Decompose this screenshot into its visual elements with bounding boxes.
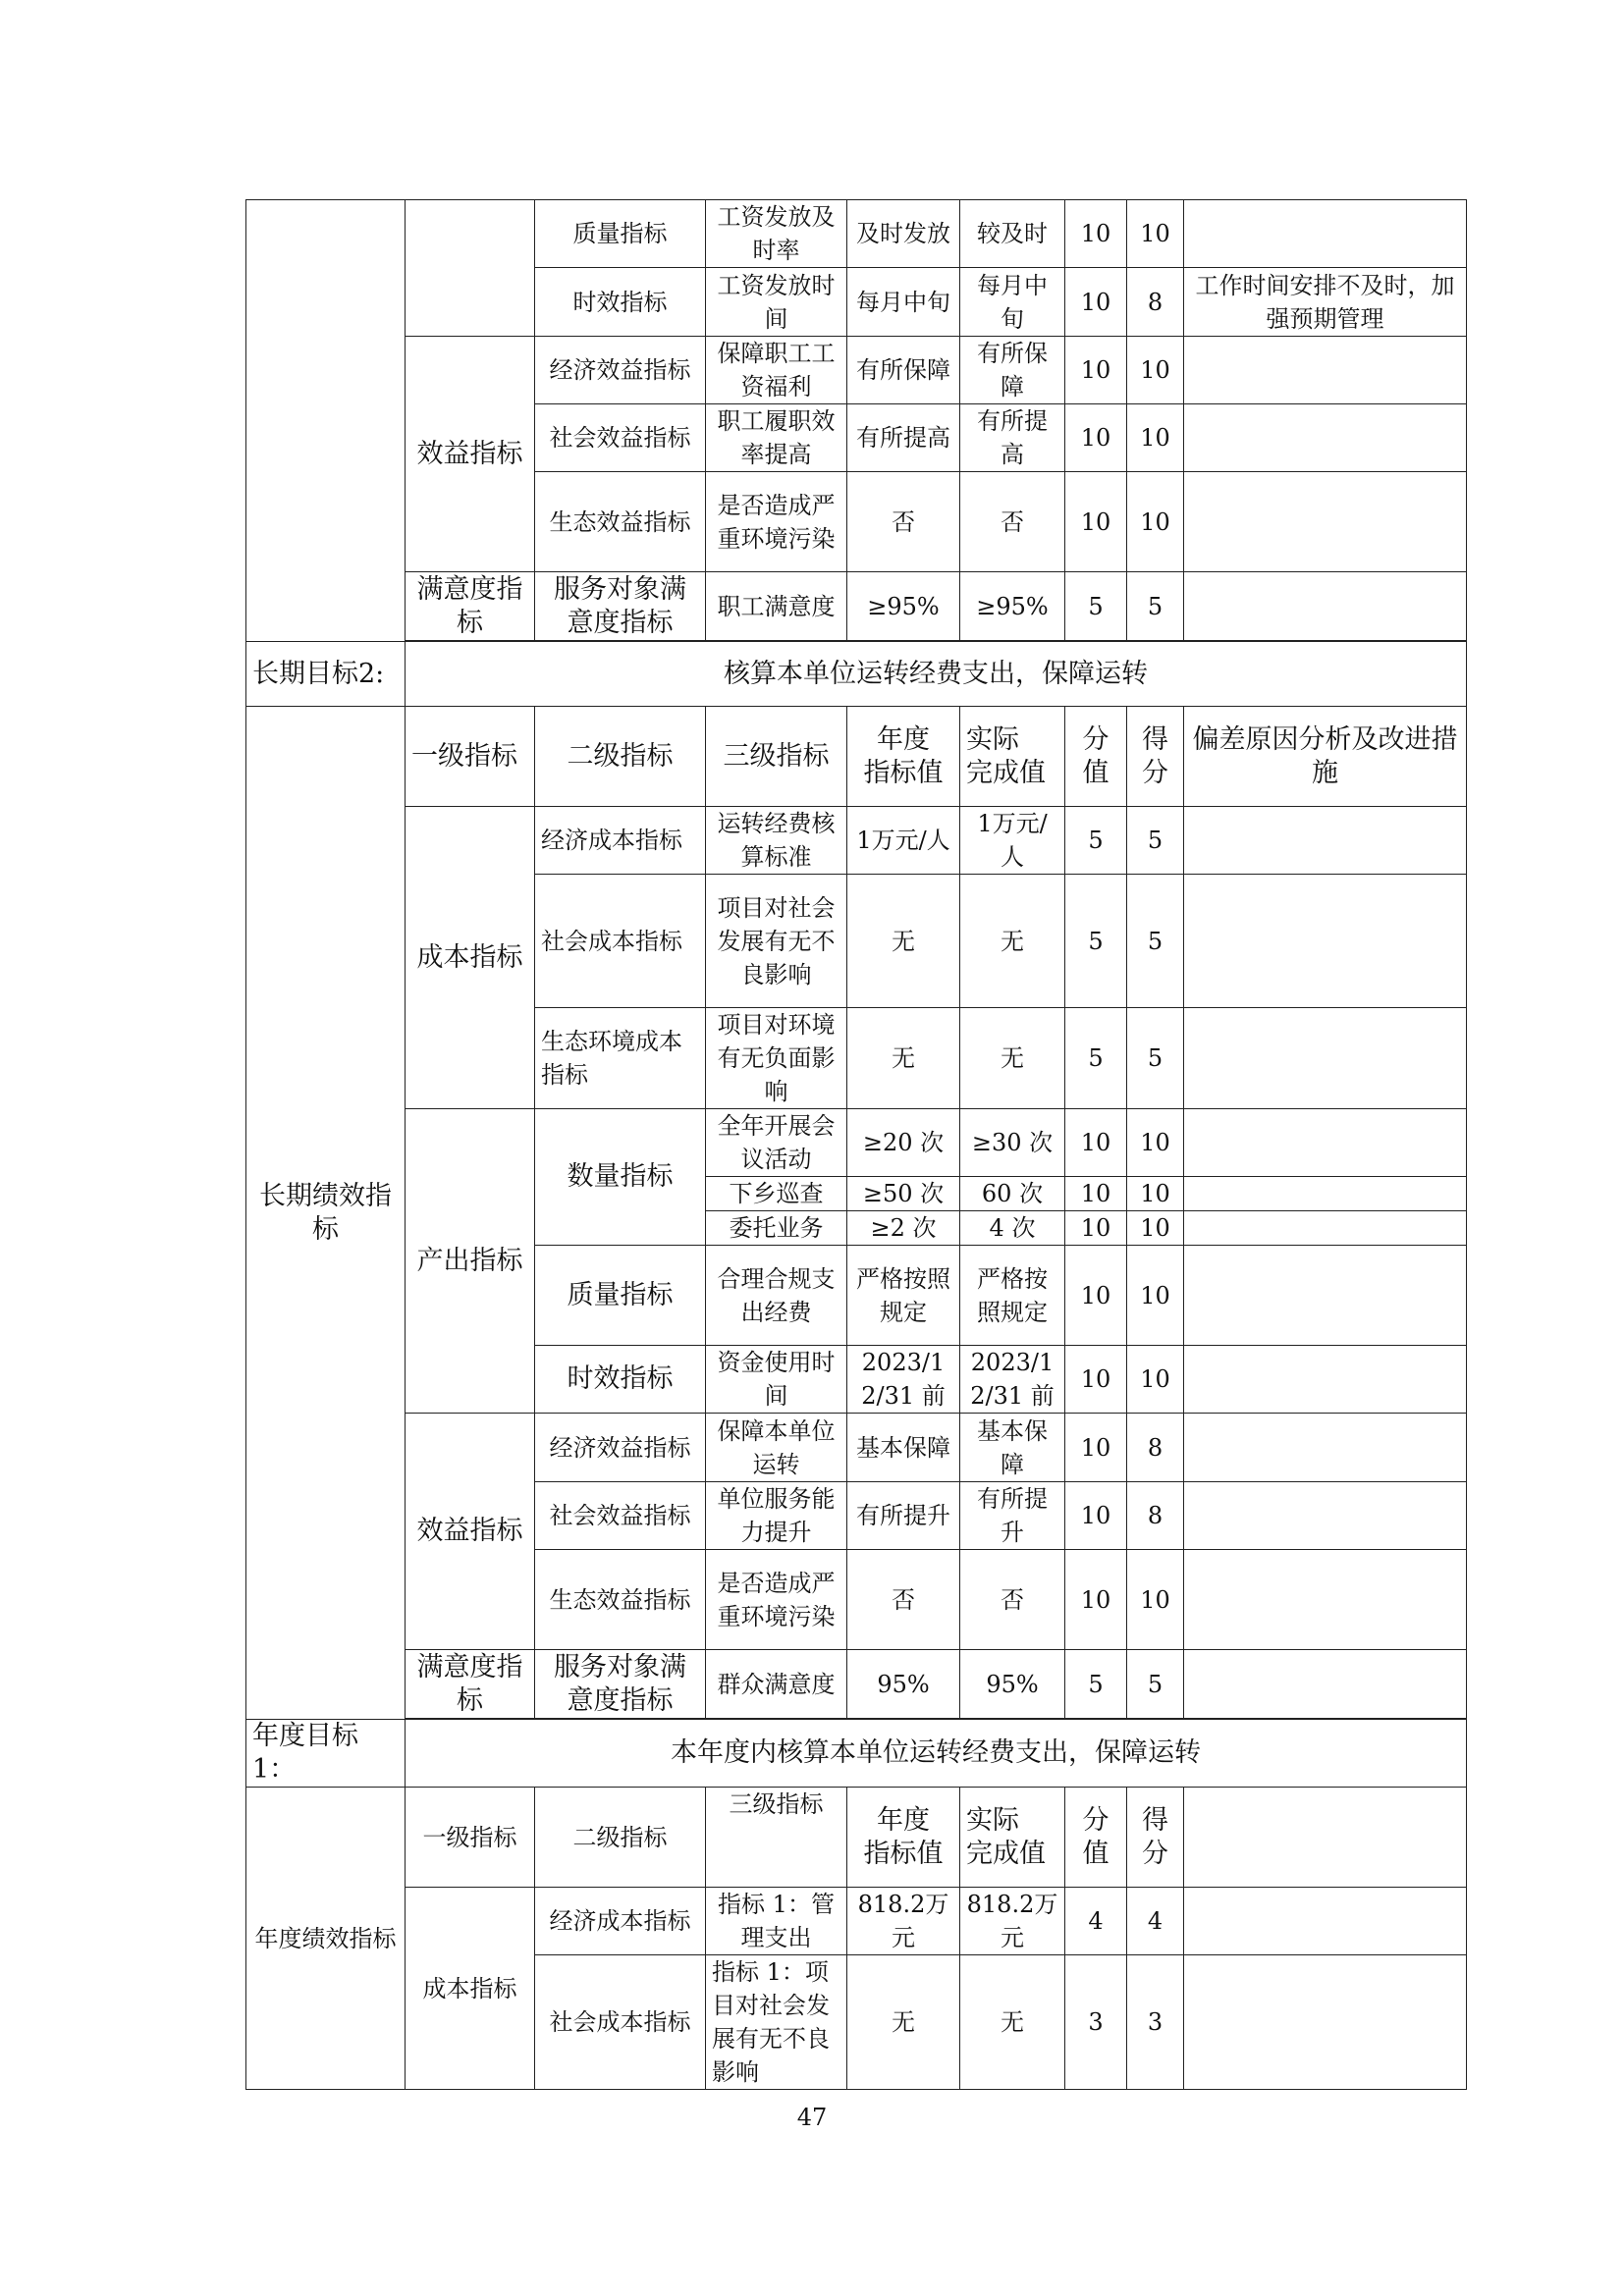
cell-got: 5 [1127, 1650, 1184, 1719]
cell-remark [1184, 875, 1467, 1008]
cell-score: 10 [1065, 1482, 1127, 1550]
cell-l4: 项目对环境有无负面影响 [706, 1008, 847, 1109]
cell-target: 否 [847, 1550, 960, 1650]
cost-label: 成本指标 [406, 1888, 535, 2090]
cell-target: 2023/12/31 前 [847, 1346, 960, 1414]
cost-label: 成本指标 [406, 807, 535, 1109]
cell-target: ≥2 次 [847, 1211, 960, 1246]
cell-target: 有所提高 [847, 404, 960, 472]
cell-l3: 服务对象满意度指标 [535, 1650, 706, 1719]
cell-got: 8 [1127, 268, 1184, 337]
cell-actual: 有所提高 [960, 404, 1065, 472]
header-l3: 三级指标 [706, 1788, 847, 1888]
cell-score: 10 [1065, 268, 1127, 337]
cell-target: 95% [847, 1650, 960, 1719]
cell-remark [1184, 807, 1467, 875]
cell-score: 10 [1065, 1246, 1127, 1346]
header-l2: 二级指标 [535, 1788, 706, 1888]
cell-target: 有所保障 [847, 337, 960, 404]
header-actual-top: 实际 [966, 1804, 1019, 1836]
cell-remark [1184, 1788, 1467, 1888]
cell-score: 4 [1065, 1888, 1127, 1955]
cell-actual: 4 次 [960, 1211, 1065, 1246]
goal2-text: 核算本单位运转经费支出，保障运转 [406, 642, 1467, 707]
cell-actual: 60 次 [960, 1177, 1065, 1211]
cell-l4: 群众满意度 [706, 1650, 847, 1719]
cell-score: 5 [1065, 875, 1127, 1008]
cell-l4: 职工履职效率提高 [706, 404, 847, 472]
cell-score: 10 [1065, 472, 1127, 572]
header-l1: 一级指标 [406, 1788, 535, 1888]
cell-score: 10 [1065, 337, 1127, 404]
section2-label: 长期绩效指标 [246, 707, 406, 1720]
cell-remark [1184, 1482, 1467, 1550]
cell-got: 10 [1127, 1109, 1184, 1177]
header-got: 得分 [1127, 707, 1184, 807]
benefit-label: 效益指标 [406, 1414, 535, 1650]
cell-remark [1184, 1955, 1467, 2090]
cell-l4: 职工满意度 [706, 572, 847, 641]
cell-l3: 社会成本指标 [535, 1955, 706, 2090]
benefit-label: 效益指标 [406, 337, 535, 572]
cell-actual: 基本保障 [960, 1414, 1065, 1482]
cell-l4: 单位服务能力提升 [706, 1482, 847, 1550]
header-l2: 二级指标 [535, 707, 706, 807]
cell-got: 3 [1127, 1955, 1184, 2090]
cell-score: 10 [1065, 1346, 1127, 1414]
cell-l4: 指标 1：项目对社会发展有无不良影响 [706, 1955, 847, 2090]
cell-l3: 社会效益指标 [535, 404, 706, 472]
cell-l3: 经济成本指标 [535, 807, 706, 875]
cell-l4: 运转经费核算标准 [706, 807, 847, 875]
cell-l4: 合理合规支出经费 [706, 1246, 847, 1346]
cell-remark [1184, 1246, 1467, 1346]
section1-output-cell [406, 200, 535, 337]
header-remark: 偏差原因分析及改进措施 [1184, 707, 1467, 807]
performance-table [245, 199, 1467, 2090]
cell-got: 10 [1127, 1346, 1184, 1414]
cell-actual: 818.2万元 [960, 1888, 1065, 1955]
page-number: 47 [796, 2104, 828, 2131]
cell-target: 每月中旬 [847, 268, 960, 337]
cell-actual: 无 [960, 1955, 1065, 2090]
header-l1: 一级指标 [406, 707, 535, 807]
cell-actual: 每月中旬 [960, 268, 1065, 337]
cell-l4: 下乡巡查 [706, 1177, 847, 1211]
cell-actual: 否 [960, 1550, 1065, 1650]
cell-score: 5 [1065, 1008, 1127, 1109]
cell-l4: 委托业务 [706, 1211, 847, 1246]
cell-l4: 是否造成严重环境污染 [706, 472, 847, 572]
cell-l3: 生态环境成本指标 [535, 1008, 706, 1109]
cell-l4: 指标 1：管理支出 [706, 1888, 847, 1955]
cell-target: 1万元/人 [847, 807, 960, 875]
cell-actual: 有所提升 [960, 1482, 1065, 1550]
goal-year-text: 本年度内核算本单位运转经费支出，保障运转 [406, 1720, 1467, 1788]
cell-target: ≥20 次 [847, 1109, 960, 1177]
cell-target: 无 [847, 875, 960, 1008]
cell-score: 10 [1065, 404, 1127, 472]
cell-remark [1184, 1414, 1467, 1482]
header-actual-bottom: 完成值 [966, 757, 1046, 788]
cell-l3: 经济效益指标 [535, 337, 706, 404]
cell-remark [1184, 1008, 1467, 1109]
cell-remark [1184, 1211, 1467, 1246]
cell-got: 5 [1127, 875, 1184, 1008]
cell-remark [1184, 572, 1467, 641]
cell-score: 5 [1065, 1650, 1127, 1719]
cell-l3: 质量指标 [535, 1246, 706, 1346]
cell-actual: ≥30 次 [960, 1109, 1065, 1177]
cell-remark [1184, 1346, 1467, 1414]
cell-l4: 工资发放及时率 [706, 200, 847, 268]
quantity-label: 数量指标 [535, 1109, 706, 1246]
header-target-bottom: 指标值 [863, 757, 944, 788]
cell-got: 10 [1127, 1211, 1184, 1246]
cell-target: 基本保障 [847, 1414, 960, 1482]
cell-target: ≥50 次 [847, 1177, 960, 1211]
cell-got: 10 [1127, 1550, 1184, 1650]
cell-score: 10 [1065, 200, 1127, 268]
header-target-bottom: 指标值 [863, 1838, 944, 1869]
cell-l3: 质量指标 [535, 200, 706, 268]
cell-target: ≥95% [847, 572, 960, 641]
cell-target: 无 [847, 1008, 960, 1109]
cell-target: 严格按照规定 [847, 1246, 960, 1346]
satisfaction-label: 满意度指标 [406, 1650, 535, 1719]
cell-l3: 社会效益指标 [535, 1482, 706, 1550]
cell-actual: 严格按照规定 [960, 1246, 1065, 1346]
cell-remark [1184, 200, 1467, 268]
cell-target: 有所提升 [847, 1482, 960, 1550]
cell-remark [1184, 404, 1467, 472]
goal-year-label: 年度目标1： [246, 1720, 406, 1788]
cell-score: 5 [1065, 572, 1127, 641]
cell-got: 10 [1127, 200, 1184, 268]
cell-got: 8 [1127, 1414, 1184, 1482]
cell-got: 10 [1127, 404, 1184, 472]
cell-target: 否 [847, 472, 960, 572]
header-actual [960, 1788, 1065, 1888]
cell-target: 及时发放 [847, 200, 960, 268]
cell-l4: 保障本单位运转 [706, 1414, 847, 1482]
cell-l3: 经济效益指标 [535, 1414, 706, 1482]
cell-got: 5 [1127, 807, 1184, 875]
cell-got: 10 [1127, 1246, 1184, 1346]
cell-l3: 社会成本指标 [535, 875, 706, 1008]
cell-l3: 时效指标 [535, 1346, 706, 1414]
cell-score: 10 [1065, 1109, 1127, 1177]
cell-remark [1184, 472, 1467, 572]
cell-l3: 生态效益指标 [535, 1550, 706, 1650]
cell-l4: 项目对社会发展有无不良影响 [706, 875, 847, 1008]
cell-actual: 无 [960, 1008, 1065, 1109]
goal2-label: 长期目标2: [246, 642, 406, 707]
cell-score: 10 [1065, 1211, 1127, 1246]
cell-score: 10 [1065, 1177, 1127, 1211]
section1-blank-cell [246, 200, 406, 642]
cell-got: 10 [1127, 1177, 1184, 1211]
cell-target: 818.2万元 [847, 1888, 960, 1955]
cell-got: 4 [1127, 1888, 1184, 1955]
cell-l4: 是否造成严重环境污染 [706, 1550, 847, 1650]
cell-l3: 生态效益指标 [535, 472, 706, 572]
cell-actual: 2023/12/31 前 [960, 1346, 1065, 1414]
satisfaction-label: 满意度指标 [406, 572, 535, 641]
cell-got: 5 [1127, 572, 1184, 641]
cell-remark [1184, 337, 1467, 404]
cell-got: 10 [1127, 337, 1184, 404]
cell-l3: 经济成本指标 [535, 1888, 706, 1955]
header-target [847, 707, 960, 807]
output-label: 产出指标 [406, 1109, 535, 1414]
cell-l4: 工资发放时间 [706, 268, 847, 337]
cell-l3: 服务对象满意度指标 [535, 572, 706, 641]
cell-remark [1184, 1650, 1467, 1719]
header-score: 分值 [1065, 1788, 1127, 1888]
cell-actual: ≥95% [960, 572, 1065, 641]
cell-got: 5 [1127, 1008, 1184, 1109]
cell-score: 5 [1065, 807, 1127, 875]
cell-score: 10 [1065, 1414, 1127, 1482]
cell-remark [1184, 1550, 1467, 1650]
cell-actual: 较及时 [960, 200, 1065, 268]
header-actual-bottom: 完成值 [966, 1838, 1046, 1869]
cell-score: 10 [1065, 1550, 1127, 1650]
cell-actual: 否 [960, 472, 1065, 572]
cell-remark [1184, 1177, 1467, 1211]
cell-actual: 95% [960, 1650, 1065, 1719]
cell-remark [1184, 1888, 1467, 1955]
header-score: 分值 [1065, 707, 1127, 807]
cell-got: 10 [1127, 472, 1184, 572]
cell-l4: 资金使用时间 [706, 1346, 847, 1414]
header-target-top: 年度 [877, 1804, 930, 1836]
cell-actual: 1万元/人 [960, 807, 1065, 875]
cell-got: 8 [1127, 1482, 1184, 1550]
cell-target: 无 [847, 1955, 960, 2090]
cell-actual: 无 [960, 875, 1065, 1008]
cell-remark [1184, 1109, 1467, 1177]
cell-l3: 时效指标 [535, 268, 706, 337]
section3-label: 年度绩效指标 [246, 1788, 406, 2090]
cell-l4: 全年开展会议活动 [706, 1109, 847, 1177]
cell-l4: 保障职工工资福利 [706, 337, 847, 404]
header-got: 得分 [1127, 1788, 1184, 1888]
header-target-top: 年度 [877, 723, 930, 755]
header-actual-top: 实际 [966, 723, 1019, 755]
header-actual [960, 707, 1065, 807]
header-target [847, 1788, 960, 1888]
header-l3: 三级指标 [706, 707, 847, 807]
cell-actual: 有所保障 [960, 337, 1065, 404]
cell-remark: 工作时间安排不及时，加强预期管理 [1184, 268, 1467, 337]
cell-score: 3 [1065, 1955, 1127, 2090]
